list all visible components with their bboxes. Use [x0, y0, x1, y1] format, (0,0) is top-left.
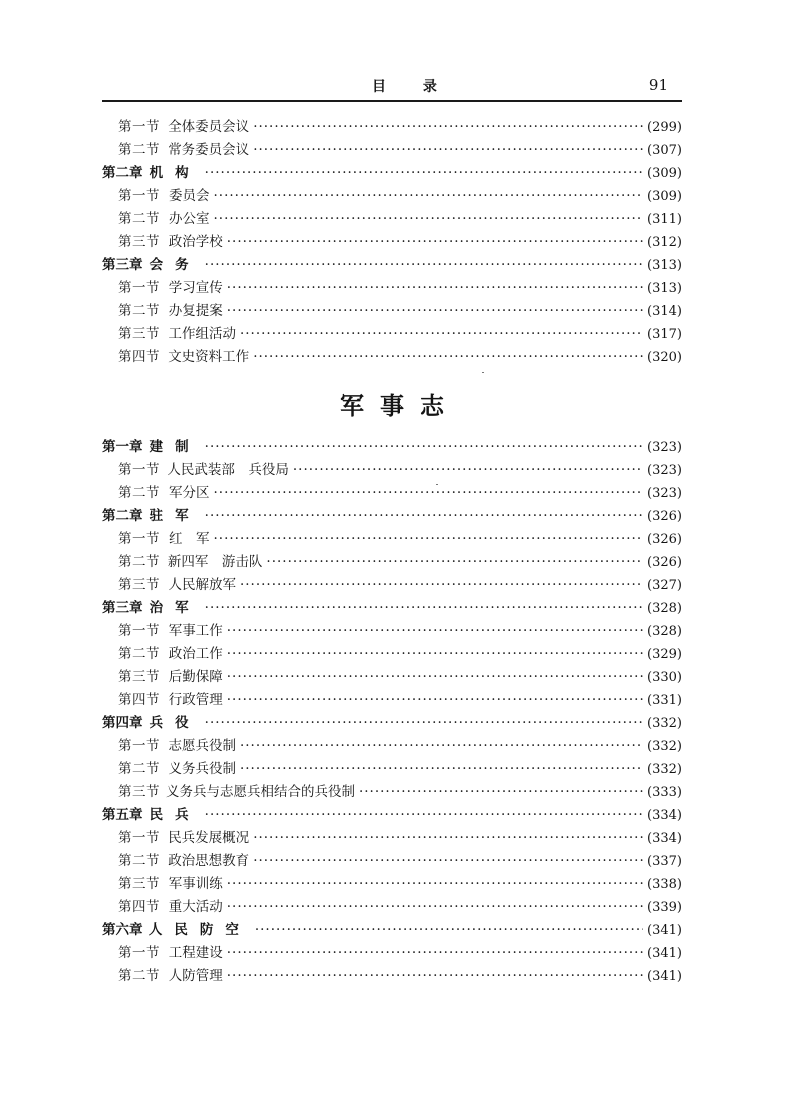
- toc-leader-dots: [205, 254, 643, 277]
- toc-leader-dots: [205, 597, 643, 620]
- toc-chapter-row: [102, 597, 682, 620]
- toc-entry-title: 民兵: [149, 807, 201, 823]
- toc-leader-dots: [253, 827, 643, 850]
- toc-entry-label: 第二节: [118, 211, 160, 227]
- toc-entry-page: (309): [647, 189, 682, 204]
- toc-leader-dots: [227, 965, 643, 988]
- header-page-number: 91: [648, 76, 668, 94]
- toc-entry-title: 义务兵役制: [168, 761, 236, 777]
- section-heading: 军事志: [340, 392, 460, 420]
- toc-entry-title: 红 军: [169, 531, 210, 547]
- toc-entry-title: 重大活动: [168, 899, 223, 915]
- toc-section-row: [102, 277, 682, 300]
- toc-entry-page: (311): [647, 212, 682, 227]
- toc-entry-title: 政治工作: [168, 646, 223, 662]
- toc-entry-title: 军分区: [169, 485, 210, 501]
- toc-entry-page: (331): [647, 693, 682, 708]
- toc-chapter-row: [102, 919, 682, 942]
- toc-section-row: [102, 323, 682, 346]
- toc-section-row: [102, 300, 682, 323]
- toc-entry-label: 第一章: [102, 439, 143, 455]
- toc-entry-title: 治军: [149, 600, 201, 616]
- toc-entry-page: (329): [647, 647, 682, 662]
- toc-entry-title: 人防管理: [168, 968, 223, 984]
- toc-entry-label: 第五章: [102, 807, 143, 823]
- toc-entry-label: 第三节: [118, 326, 160, 342]
- scan-speck: [482, 372, 484, 373]
- toc-entry-label: 第一节: [118, 280, 160, 296]
- toc-section-row: [102, 620, 682, 643]
- toc-entry-page: (299): [647, 120, 682, 135]
- toc-section-row: [102, 758, 682, 781]
- toc-entry-label: 第三节: [118, 669, 160, 685]
- toc-entry-label: 第三节: [118, 577, 160, 593]
- toc-entry-title: 后勤保障: [168, 669, 223, 685]
- toc-leader-dots: [227, 300, 643, 323]
- toc-entry-label: 第一节: [118, 830, 160, 846]
- toc-entry-page: (320): [647, 350, 682, 365]
- toc-entry-page: (330): [647, 670, 682, 685]
- toc-entry-label: 第三章: [102, 600, 143, 616]
- toc-section-row: [102, 208, 682, 231]
- toc-section-row: [102, 850, 682, 873]
- toc-section-row: [102, 781, 682, 804]
- toc-entry-page: (314): [647, 304, 682, 319]
- toc-entry-page: (323): [647, 463, 682, 478]
- toc-leader-dots: [227, 620, 643, 643]
- toc-chapter-row: [102, 254, 682, 277]
- toc-leader-dots: [240, 758, 643, 781]
- toc-entry-title: 委员会: [169, 188, 210, 204]
- header-rule: [102, 100, 682, 102]
- toc-entry-label: 第一节: [118, 945, 160, 961]
- toc-entry-label: 第四节: [118, 899, 160, 915]
- toc-entry-label: 第四章: [102, 715, 143, 731]
- toc-leader-dots: [266, 551, 643, 574]
- toc-entry-label: 第六章: [102, 922, 143, 938]
- toc-section-row: [102, 482, 682, 505]
- toc-entry-label: 第二章: [102, 165, 143, 181]
- toc-entry-title: 工程建设: [168, 945, 223, 961]
- toc-entry-label: 第三章: [102, 257, 143, 273]
- toc-entry-label: 第一节: [118, 738, 160, 754]
- toc-leader-dots: [227, 277, 643, 300]
- toc-section-row: [102, 528, 682, 551]
- toc-leader-dots: [214, 185, 644, 208]
- toc-leader-dots: [205, 804, 643, 827]
- toc-leader-dots: [253, 116, 643, 139]
- toc-entry-label: 第三节: [118, 876, 160, 892]
- toc-section-row: [102, 896, 682, 919]
- toc-entry-label: 第一节: [118, 188, 160, 204]
- toc-entry-label: 第一节: [118, 623, 160, 639]
- toc-leader-dots: [227, 689, 643, 712]
- toc-entry-page: (328): [647, 601, 682, 616]
- scan-speck: [436, 484, 438, 485]
- toc-chapter-row: [102, 712, 682, 735]
- toc-entry-title: 政治学校: [168, 234, 223, 250]
- toc-entry-page: (333): [647, 785, 682, 800]
- toc-entry-title: 驻军: [149, 508, 201, 524]
- toc-entry-page: (327): [647, 578, 682, 593]
- toc-section-row: [102, 827, 682, 850]
- toc-entry-title: 军事训练: [168, 876, 223, 892]
- toc-leader-dots: [293, 459, 643, 482]
- toc-entry-label: 第一节: [118, 462, 160, 478]
- toc-leader-dots: [240, 574, 643, 597]
- toc-entry-label: 第二节: [118, 968, 160, 984]
- toc-entry-page: (338): [647, 877, 682, 892]
- toc-leader-dots: [227, 231, 643, 254]
- toc-leader-dots: [205, 505, 643, 528]
- toc-leader-dots: [227, 942, 643, 965]
- toc-entry-label: 第一节: [118, 531, 160, 547]
- toc-section-row: [102, 551, 682, 574]
- toc-leader-dots: [253, 850, 643, 873]
- toc-entry-label: 第二节: [118, 761, 160, 777]
- toc-entry-page: (339): [647, 900, 682, 915]
- toc-entry-title: 办复提案: [168, 303, 223, 319]
- toc-entry-page: (334): [647, 808, 682, 823]
- toc-entry-title: 民兵发展概况: [168, 830, 250, 846]
- toc-entry-title: 新四军 游击队: [167, 554, 263, 570]
- toc-entry-page: (312): [647, 235, 682, 250]
- toc-entry-title: 会务: [149, 257, 201, 273]
- toc-section-row: [102, 965, 682, 988]
- toc-leader-dots: [253, 346, 643, 369]
- toc-entry-page: (313): [647, 258, 682, 273]
- toc-entry-title: 人民防空: [148, 922, 251, 938]
- toc-entry-page: (323): [647, 486, 682, 501]
- toc-entry-page: (332): [647, 716, 682, 731]
- toc-entry-title: 办公室: [169, 211, 210, 227]
- toc-entry-page: (332): [647, 739, 682, 754]
- toc-entry-title: 军事工作: [168, 623, 223, 639]
- toc-entry-title: 人民解放军: [168, 577, 236, 593]
- toc-entry-label: 第二节: [118, 485, 160, 501]
- toc-entry-page: (313): [647, 281, 682, 296]
- toc-section-row: [102, 459, 682, 482]
- toc-entry-label: 第二章: [102, 508, 143, 524]
- toc-entry-page: (307): [647, 143, 682, 158]
- toc-leader-dots: [214, 208, 644, 231]
- toc-entry-title: 学习宣传: [168, 280, 223, 296]
- toc-entry-title: 义务兵与志愿兵相结合的兵役制: [165, 784, 355, 800]
- toc-section-row: [102, 873, 682, 896]
- toc-leader-dots: [227, 666, 643, 689]
- toc-entry-label: 第二节: [118, 142, 160, 158]
- toc-leader-dots: [227, 896, 643, 919]
- toc-entry-page: (317): [647, 327, 682, 342]
- toc-entry-page: (332): [647, 762, 682, 777]
- toc-section-row: [102, 185, 682, 208]
- toc-entry-title: 政治思想教育: [168, 853, 250, 869]
- toc-entry-title: 常务委员会议: [168, 142, 250, 158]
- toc-entry-title: 行政管理: [168, 692, 223, 708]
- toc-entry-page: (328): [647, 624, 682, 639]
- toc-entry-label: 第二节: [118, 554, 160, 570]
- toc-section-row: [102, 689, 682, 712]
- toc-chapter-row: [102, 162, 682, 185]
- toc-list-top: [102, 116, 682, 369]
- toc-entry-page: (337): [647, 854, 682, 869]
- toc-entry-title: 建制: [149, 439, 201, 455]
- toc-leader-dots: [205, 436, 643, 459]
- toc-leader-dots: [214, 528, 644, 551]
- toc-leader-dots: [240, 735, 643, 758]
- toc-entry-page: (326): [647, 509, 682, 524]
- toc-entry-title: 工作组活动: [168, 326, 236, 342]
- toc-entry-page: (341): [647, 969, 682, 984]
- toc-entry-page: (334): [647, 831, 682, 846]
- toc-section-row: [102, 942, 682, 965]
- toc-section-row: [102, 735, 682, 758]
- toc-entry-title: 全体委员会议: [168, 119, 250, 135]
- toc-leader-dots: [255, 919, 643, 942]
- toc-section-row: [102, 231, 682, 254]
- toc-entry-label: 第一节: [118, 119, 160, 135]
- toc-leader-dots: [205, 162, 643, 185]
- toc-leader-dots: [205, 712, 643, 735]
- toc-entry-label: 第四节: [118, 349, 160, 365]
- toc-leader-dots: [253, 139, 643, 162]
- toc-chapter-row: [102, 436, 682, 459]
- toc-entry-page: (341): [647, 946, 682, 961]
- toc-entry-page: (323): [647, 440, 682, 455]
- toc-entry-title: 志愿兵役制: [168, 738, 236, 754]
- header-title: 目 录: [372, 79, 453, 95]
- toc-entry-title: 机构: [149, 165, 201, 181]
- toc-entry-label: 第二节: [118, 646, 160, 662]
- page-header: [102, 76, 680, 100]
- toc-entry-title: 人民武装部 兵役局: [167, 462, 289, 478]
- toc-list-bottom: [102, 436, 682, 988]
- toc-chapter-row: [102, 804, 682, 827]
- toc-leader-dots: [214, 482, 644, 505]
- toc-entry-page: (326): [647, 532, 682, 547]
- toc-section-row: [102, 346, 682, 369]
- toc-section-row: [102, 666, 682, 689]
- toc-entry-label: 第四节: [118, 692, 160, 708]
- toc-leader-dots: [359, 781, 643, 804]
- toc-leader-dots: [227, 873, 643, 896]
- toc-section-row: [102, 139, 682, 162]
- toc-entry-label: 第三节: [118, 784, 160, 800]
- toc-entry-page: (326): [647, 555, 682, 570]
- toc-section-row: [102, 643, 682, 666]
- toc-leader-dots: [227, 643, 643, 666]
- toc-entry-label: 第三节: [118, 234, 160, 250]
- toc-entry-page: (341): [647, 923, 682, 938]
- toc-section-row: [102, 116, 682, 139]
- toc-entry-label: 第二节: [118, 303, 160, 319]
- toc-chapter-row: [102, 505, 682, 528]
- toc-entry-title: 文史资料工作: [168, 349, 250, 365]
- toc-section-row: [102, 574, 682, 597]
- toc-entry-title: 兵役: [149, 715, 201, 731]
- toc-entry-label: 第二节: [118, 853, 160, 869]
- toc-leader-dots: [240, 323, 643, 346]
- toc-entry-page: (309): [647, 166, 682, 181]
